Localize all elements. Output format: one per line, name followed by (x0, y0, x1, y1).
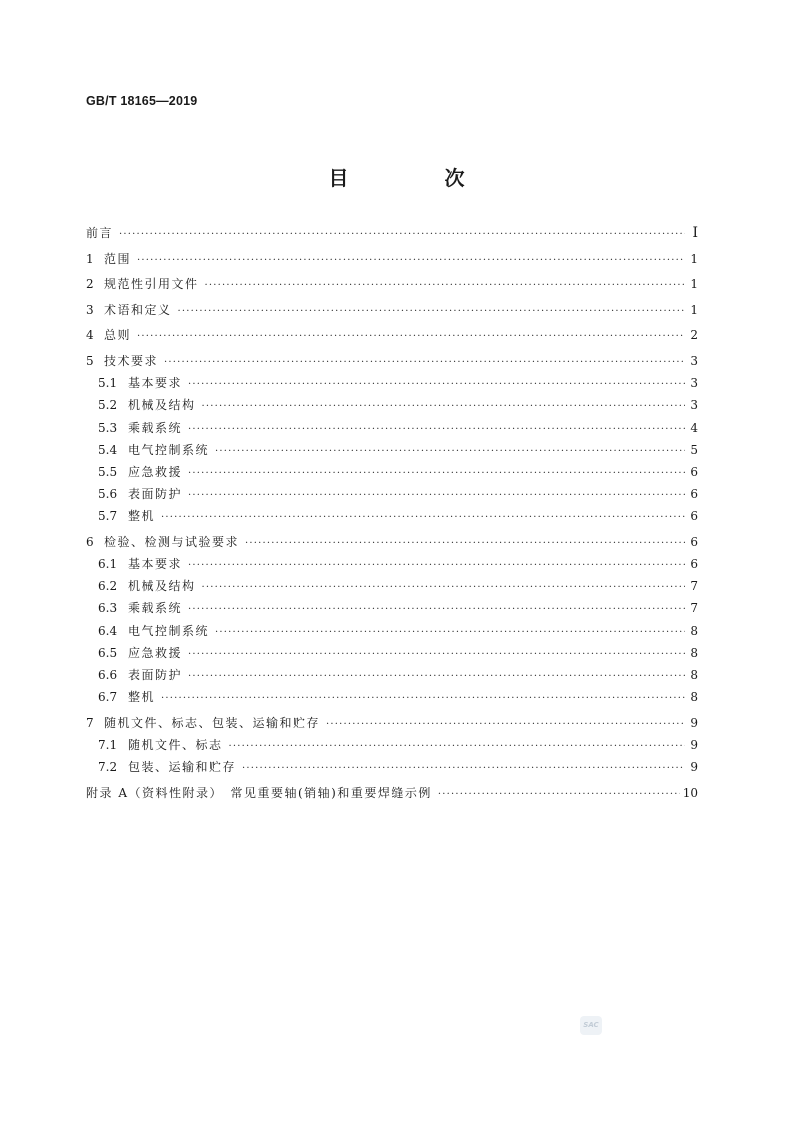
dot-leader (188, 422, 685, 437)
dot-leader (229, 739, 685, 754)
toc-entry-label: 机械及结构 (128, 398, 196, 413)
toc-entry-label: 整机 (128, 690, 156, 705)
toc-entry-number: 2 (86, 277, 94, 292)
toc-entry-number: 5.7 (98, 509, 118, 524)
toc-entry-label: 范围 (104, 251, 132, 266)
toc-entry[interactable] (86, 421, 698, 437)
toc-entry-number: 6 (86, 534, 94, 549)
standard-number: GB/T 18165—2019 (86, 94, 198, 108)
dot-leader (164, 355, 685, 370)
toc-entry-page: 9 (690, 715, 698, 730)
toc-entry-label: 随机文件、标志、包装、运输和贮存 (104, 715, 321, 730)
toc-entry-number: 5.3 (98, 420, 118, 435)
toc-entry[interactable] (86, 738, 698, 754)
toc-entry[interactable] (86, 226, 698, 242)
toc-entry[interactable] (86, 376, 698, 392)
toc-entry-page: 1 (690, 277, 698, 292)
toc-entry-label: 随机文件、标志 (128, 737, 223, 752)
dot-leader (202, 580, 685, 595)
toc-entry-page: 8 (690, 645, 698, 660)
toc-entry[interactable] (86, 328, 698, 344)
table-of-contents (86, 226, 698, 802)
toc-entry-number: 5.4 (98, 442, 118, 457)
toc-entry-page: 9 (690, 737, 698, 752)
toc-entry-label: 表面防护 (128, 668, 183, 682)
toc-entry-label: 技术要求 (104, 353, 159, 368)
toc-entry[interactable] (86, 668, 698, 684)
toc-entry-label: 术语和定义 (104, 302, 172, 317)
toc-entry[interactable] (86, 465, 698, 481)
dot-leader (242, 761, 685, 776)
toc-entry[interactable] (86, 716, 698, 732)
dot-leader (188, 488, 685, 503)
toc-entry[interactable] (86, 303, 698, 319)
toc-entry-page: 4 (690, 420, 698, 435)
toc-entry-label: 总则 (104, 328, 132, 343)
toc-entry-number: 5.1 (98, 376, 118, 391)
toc-entry-page: 9 (690, 760, 698, 775)
dot-leader (245, 536, 685, 551)
toc-entry[interactable] (86, 277, 698, 293)
toc-entry-number: 6.1 (98, 557, 118, 572)
toc-entry-number: 5 (86, 353, 94, 368)
dot-leader (202, 399, 685, 414)
toc-entry-page: 6 (690, 534, 698, 549)
toc-entry-page: 3 (690, 376, 698, 391)
toc-entry[interactable] (86, 690, 698, 706)
toc-entry-label: 应急救援 (128, 645, 183, 660)
toc-entry-page: 2 (690, 328, 698, 343)
dot-leader (215, 625, 685, 640)
toc-entry-label: 整机 (128, 509, 156, 524)
toc-entry-label: 乘载系统 (128, 420, 183, 435)
dot-leader (188, 669, 685, 684)
toc-entry-page: 10 (682, 785, 698, 800)
toc-entry-page: 6 (690, 509, 698, 524)
toc-entry[interactable] (86, 646, 698, 662)
toc-entry[interactable] (86, 443, 698, 459)
toc-entry-label: 规范性引用文件 (104, 277, 199, 292)
toc-entry-page: 8 (690, 623, 698, 638)
toc-entry-label: 前言 (86, 226, 114, 240)
toc-entry-number: 4 (86, 328, 94, 343)
toc-entry-page: 5 (690, 442, 698, 457)
toc-entry[interactable] (86, 509, 698, 525)
toc-entry-number: 6.6 (98, 668, 118, 682)
toc-entry-page: 7 (690, 579, 698, 594)
toc-entry-label: 基本要求 (128, 557, 183, 572)
toc-entry[interactable] (86, 624, 698, 640)
toc-entry-page: 6 (690, 557, 698, 572)
toc-entry-label: 检验、检测与试验要求 (104, 534, 240, 549)
dot-leader (137, 253, 685, 268)
toc-entry-label: 表面防护 (128, 487, 183, 502)
toc-entry-label: 机械及结构 (128, 579, 196, 594)
toc-entry-number: 6.5 (98, 645, 118, 660)
toc-entry[interactable] (86, 398, 698, 414)
toc-entry-number: 7 (86, 715, 94, 730)
toc-entry-label: 应急救援 (128, 464, 183, 479)
toc-entry-page: Ⅰ (692, 225, 698, 241)
toc-entry-number: 5.2 (98, 398, 118, 413)
toc-entry-number: 7.1 (98, 737, 118, 752)
dot-leader (438, 787, 680, 802)
toc-entry-label: 包装、运输和贮存 (128, 760, 237, 775)
dot-leader (188, 602, 685, 617)
toc-entry[interactable] (86, 487, 698, 503)
page-title: 目 次 (328, 166, 503, 190)
toc-entry[interactable] (86, 601, 698, 617)
dot-leader (119, 227, 685, 242)
toc-entry-label: 基本要求 (128, 376, 183, 391)
toc-entry-page: 6 (690, 487, 698, 502)
toc-entry-page: 3 (690, 398, 698, 413)
toc-entry-page: 8 (690, 690, 698, 705)
dot-leader (326, 717, 685, 732)
sac-watermark-logo: SAC (580, 1016, 602, 1035)
dot-leader (137, 329, 685, 344)
dot-leader (188, 558, 685, 573)
toc-entry-label: 电气控制系统 (128, 442, 210, 457)
toc-entry[interactable] (86, 579, 698, 595)
dot-leader (178, 304, 685, 319)
toc-entry-number: 5.5 (98, 464, 118, 479)
toc-entry-number: 1 (86, 251, 94, 266)
toc-entry-label: 附录 A（资料性附录） 常见重要轴(销轴)和重要焊缝示例 (86, 785, 432, 800)
toc-entry-page: 1 (690, 302, 698, 317)
toc-entry-page: 7 (690, 601, 698, 616)
dot-leader (188, 647, 685, 662)
toc-entry-number: 5.6 (98, 487, 118, 502)
toc-entry-label: 乘载系统 (128, 601, 183, 616)
dot-leader (188, 466, 685, 481)
toc-entry[interactable] (86, 760, 698, 776)
toc-entry-number: 6.7 (98, 690, 118, 705)
dot-leader (215, 444, 685, 459)
toc-entry-page: 1 (690, 251, 698, 266)
toc-entry-number: 3 (86, 302, 94, 317)
toc-entry[interactable] (86, 786, 698, 802)
toc-entry[interactable] (86, 354, 698, 370)
toc-entry[interactable] (86, 557, 698, 573)
toc-entry[interactable] (86, 252, 698, 268)
toc-entry[interactable] (86, 535, 698, 551)
dot-leader (205, 278, 685, 293)
toc-entry-page: 8 (690, 668, 698, 682)
toc-entry-number: 6.4 (98, 623, 118, 638)
toc-entry-number: 7.2 (98, 760, 118, 775)
toc-entry-number: 6.3 (98, 601, 118, 616)
dot-leader (161, 510, 685, 525)
toc-entry-number: 6.2 (98, 579, 118, 594)
toc-entry-page: 3 (690, 353, 698, 368)
toc-entry-page: 6 (690, 464, 698, 479)
toc-entry-label: 电气控制系统 (128, 623, 210, 638)
dot-leader (161, 691, 685, 706)
dot-leader (188, 377, 685, 392)
